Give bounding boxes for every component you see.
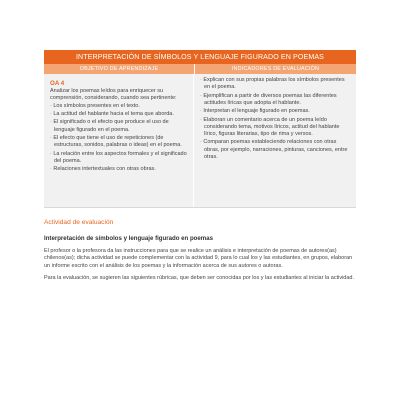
list-item: · Ejemplifican a partir de diversos poemas las diferentes actitudes líricas que adopta el hablante. bbox=[200, 92, 337, 106]
list-item: · Relaciones intertextuales con otras obras. bbox=[50, 166, 156, 173]
column-header-objective: OBJETIVO DE APRENDIZAJE bbox=[44, 64, 195, 74]
document bbox=[44, 50, 356, 282]
activity-paragraph-2: Para la evaluación, se sugieren las siguientes rúbricas, que deben ser conocidas por los y las estudiantes al iniciar la actividad. bbox=[44, 274, 355, 281]
bullet-icon: · bbox=[50, 102, 52, 109]
list-item: · Los símbolos presentes en el texto. bbox=[50, 102, 140, 109]
table-title: INTERPRETACIÓN DE SÍMBOLOS Y LENGUAJE FIGURADO EN POEMAS bbox=[44, 50, 356, 64]
evaluation-section-title: Actividad de evaluación bbox=[44, 219, 114, 226]
bullet-icon: · bbox=[200, 92, 202, 99]
objective-list bbox=[50, 103, 187, 174]
bullet-icon: · bbox=[50, 150, 52, 157]
bullet-icon: · bbox=[50, 166, 52, 173]
bullet-icon: · bbox=[200, 77, 202, 83]
list-item: · La actitud del hablante hacia el tema que aborda. bbox=[50, 110, 174, 117]
list-item: · Comparan poemas estableciendo relaciones con otras obras, por ejemplo, narraciones, pinturas, canciones, entre otras. bbox=[200, 139, 348, 160]
bullet-icon: · bbox=[200, 116, 202, 123]
list-item: · El significado o el efecto que produce el uso de lenguaje figurado en el poema. bbox=[50, 119, 169, 133]
list-item: · La relación entre los aspectos formales y el significado del poema. bbox=[50, 150, 187, 164]
list-item: · Interpretan el lenguaje figurado en poemas. bbox=[200, 108, 310, 115]
activity-paragraph-1: El profesor o la profesora da las instrucciones para que se realice un análisis e interpretación de poemas de autores(as) chilenos(as); dicha actividad se puede complementar con la actividad 9, para lo cual los y las estudiantes, en grupos, elaboran un informe escrito con el análisis de los poemas y la información acerca de sus autores o autoras. bbox=[44, 248, 353, 269]
indicators-cell bbox=[194, 74, 356, 207]
table-column-headers bbox=[44, 64, 356, 74]
bullet-icon: · bbox=[200, 108, 202, 115]
table-body bbox=[44, 74, 356, 208]
list-item: · Elaboran un comentario acerca de un poema leído considerando tema, motivos líricos, actitud del hablante lírico, figuras literarias, tipo de rima y versos. bbox=[200, 116, 340, 137]
bullet-icon: · bbox=[50, 119, 52, 126]
bullet-icon: · bbox=[50, 134, 52, 141]
bullet-icon: · bbox=[200, 139, 202, 146]
objective-cell bbox=[44, 74, 194, 207]
column-header-indicators: INDICADORES DE EVALUACIÓN bbox=[231, 66, 320, 72]
objective-code: OA 4 bbox=[50, 80, 65, 87]
bullet-icon: · bbox=[50, 110, 52, 117]
objective-intro: Analizar los poemas leídos para enriquecer su comprensión, considerando, cuando sea pertinente: bbox=[50, 88, 177, 102]
activity-title: Interpretación de símbolos y lenguaje figurado en poemas bbox=[44, 235, 213, 242]
indicator-list bbox=[200, 77, 350, 161]
list-item: · Explican con sus propias palabras los símbolos presentes en el poema. bbox=[200, 77, 345, 91]
list-item: · El efecto que tiene el uso de repeticiones (de estructuras, sonidos, palabras o ideas) en el poema. bbox=[50, 134, 182, 149]
